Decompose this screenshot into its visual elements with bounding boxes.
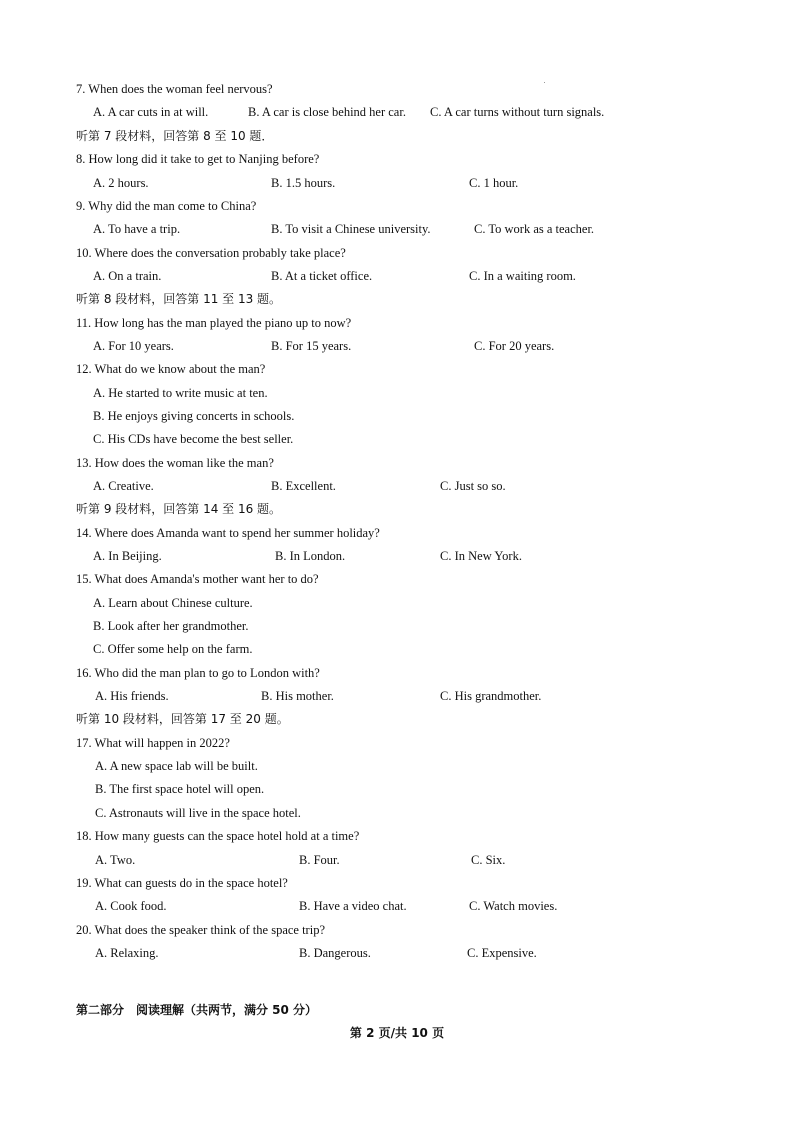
question-19: 19. What can guests do in the space hotel? [76, 876, 288, 890]
question-9: 9. Why did the man come to China? [76, 199, 257, 213]
question-13: 13. How does the woman like the man? [76, 456, 274, 470]
scan-dot [544, 82, 545, 83]
q12-option-a: A. He started to write music at ten. [93, 386, 268, 400]
q16-option-c: C. His grandmother. [440, 689, 542, 703]
q19-option-c: C. Watch movies. [469, 899, 558, 913]
q9-option-a: A. To have a trip. [93, 222, 181, 236]
q7-option-a: A. A car cuts in at will. [93, 105, 209, 119]
q20-option-c: C. Expensive. [467, 946, 537, 960]
q18-option-b: B. Four. [299, 853, 340, 867]
question-15: 15. What does Amanda's mother want her to do? [76, 572, 319, 586]
q13-option-b: B. Excellent. [271, 479, 336, 493]
q14-option-b: B. In London. [275, 549, 346, 563]
q7-option-b: B. A car is close behind her car. [248, 105, 406, 119]
q8-option-a: A. 2 hours. [93, 176, 149, 190]
section-header-7: 听第 7 段材料，回答第 8 至 10 题． [76, 129, 274, 143]
q20-option-a: A. Relaxing. [95, 946, 159, 960]
question-17: 17. What will happen in 2022? [76, 736, 230, 750]
q15-option-a: A. Learn about Chinese culture. [93, 596, 253, 610]
question-11: 11. How long has the man played the piano up to now? [76, 316, 352, 330]
question-18: 18. How many guests can the space hotel hold at a time? [76, 829, 360, 843]
q8-option-b: B. 1.5 hours. [271, 176, 336, 190]
q15-option-c: C. Offer some help on the farm. [93, 642, 253, 656]
q20-option-b: B. Dangerous. [299, 946, 371, 960]
question-7: 7. When does the woman feel nervous? [76, 82, 273, 96]
page-number: 第 2 页/共 10 页 [349, 1026, 445, 1040]
section-header-10: 听第 10 段材料，回答第 17 至 20 题。 [76, 712, 289, 726]
q16-option-b: B. His mother. [261, 689, 334, 703]
question-12: 12. What do we know about the man? [76, 362, 266, 376]
q15-option-b: B. Look after her grandmother. [93, 619, 249, 633]
part-two-heading: 第二部分 阅读理解（共两节，满分 50 分） [76, 1003, 318, 1017]
q14-option-c: C. In New York. [440, 549, 522, 563]
question-14: 14. Where does Amanda want to spend her summer holiday? [76, 526, 380, 540]
q11-option-a: A. For 10 years. [93, 339, 174, 353]
q19-option-b: B. Have a video chat. [299, 899, 407, 913]
q9-option-b: B. To visit a Chinese university. [271, 222, 431, 236]
q19-option-a: A. Cook food. [95, 899, 167, 913]
q18-option-a: A. Two. [95, 853, 136, 867]
q17-option-a: A. A new space lab will be built. [95, 759, 258, 773]
question-20: 20. What does the speaker think of the space trip? [76, 923, 325, 937]
q10-option-b: B. At a ticket office. [271, 269, 373, 283]
q14-option-a: A. In Beijing. [93, 549, 162, 563]
q11-option-c: C. For 20 years. [474, 339, 555, 353]
q10-option-a: A. On a train. [93, 269, 162, 283]
q10-option-c: C. In a waiting room. [469, 269, 576, 283]
q17-option-b: B. The first space hotel will open. [95, 782, 265, 796]
q12-option-c: C. His CDs have become the best seller. [93, 432, 294, 446]
q7-option-c: C. A car turns without turn signals. [430, 105, 605, 119]
q18-option-c: C. Six. [471, 853, 506, 867]
section-header-9: 听第 9 段材料，回答第 14 至 16 题。 [76, 502, 282, 516]
q16-option-a: A. His friends. [95, 689, 169, 703]
q13-option-c: C. Just so so. [440, 479, 506, 493]
section-header-8: 听第 8 段材料，回答第 11 至 13 题。 [76, 292, 282, 306]
q17-option-c: C. Astronauts will live in the space hotel. [95, 806, 301, 820]
q13-option-a: A. Creative. [93, 479, 154, 493]
q11-option-b: B. For 15 years. [271, 339, 352, 353]
q9-option-c: C. To work as a teacher. [474, 222, 595, 236]
q12-option-b: B. He enjoys giving concerts in schools. [93, 409, 295, 423]
question-8: 8. How long did it take to get to Nanjing before? [76, 152, 320, 166]
question-10: 10. Where does the conversation probably take place? [76, 246, 346, 260]
question-16: 16. Who did the man plan to go to London with? [76, 666, 320, 680]
q8-option-c: C. 1 hour. [469, 176, 519, 190]
